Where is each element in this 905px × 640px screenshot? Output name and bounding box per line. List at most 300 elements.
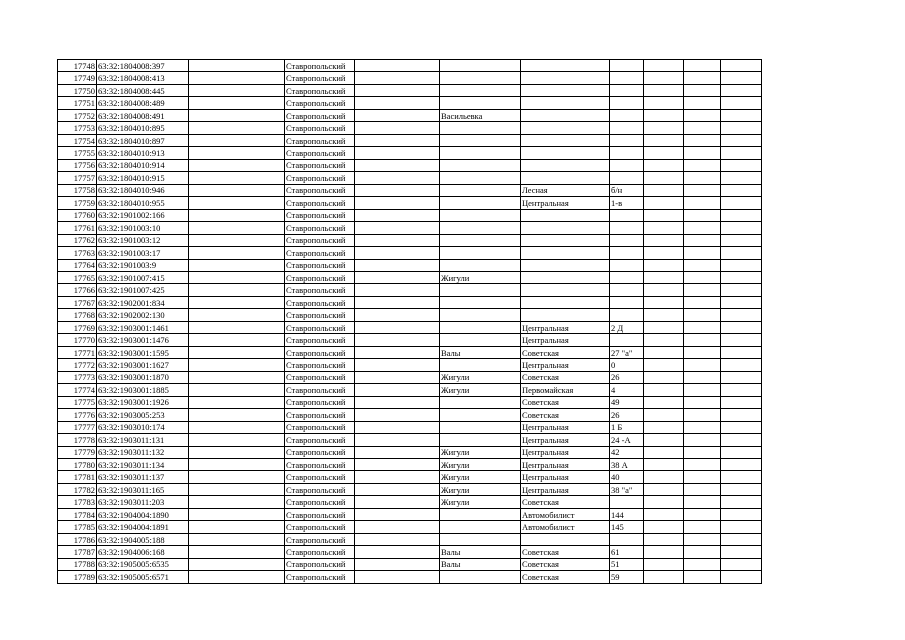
blank-cell: [684, 446, 721, 458]
settlement-cell: Жигули: [440, 459, 521, 471]
house-number-cell: 24 -А: [610, 434, 644, 446]
blank-cell: [684, 309, 721, 321]
blank-cell: [721, 508, 762, 520]
cadastral-number-cell: 63:32:1901003:10: [97, 222, 189, 234]
blank-cell: [721, 496, 762, 508]
blank-cell: [684, 259, 721, 271]
row-number-cell: 17763: [58, 247, 97, 259]
blank-cell: [721, 421, 762, 433]
table-row: [58, 296, 762, 308]
settlement-cell: [440, 172, 521, 184]
house-number-cell: [610, 284, 644, 296]
street-cell: Центральная: [521, 334, 610, 346]
table-row: [58, 533, 762, 545]
blank-cell: [189, 309, 285, 321]
district-cell: Ставропольский: [285, 571, 355, 583]
blank-cell: [684, 84, 721, 96]
cadastral-number-cell: 63:32:1804010:913: [97, 147, 189, 159]
settlement-cell: [440, 259, 521, 271]
blank-cell: [355, 84, 440, 96]
row-number-cell: 17748: [58, 60, 97, 72]
blank-cell: [721, 122, 762, 134]
district-cell: Ставропольский: [285, 434, 355, 446]
row-number-cell: 17755: [58, 147, 97, 159]
district-cell: Ставропольский: [285, 446, 355, 458]
row-number-cell: 17786: [58, 533, 97, 545]
house-number-cell: б/н: [610, 184, 644, 196]
blank-cell: [684, 122, 721, 134]
blank-cell: [189, 346, 285, 358]
blank-cell: [355, 346, 440, 358]
cadastral-number-cell: 63:32:1904004:1890: [97, 508, 189, 520]
blank-cell: [721, 409, 762, 421]
row-number-cell: 17767: [58, 296, 97, 308]
row-number-cell: 17783: [58, 496, 97, 508]
district-cell: Ставропольский: [285, 134, 355, 146]
street-cell: Центральная: [521, 359, 610, 371]
blank-cell: [644, 571, 684, 583]
blank-cell: [644, 60, 684, 72]
table-row: [58, 446, 762, 458]
blank-cell: [644, 284, 684, 296]
settlement-cell: [440, 122, 521, 134]
cadastral-number-cell: 63:32:1902001:834: [97, 296, 189, 308]
blank-cell: [355, 234, 440, 246]
blank-cell: [355, 496, 440, 508]
district-cell: Ставропольский: [285, 72, 355, 84]
street-cell: [521, 284, 610, 296]
blank-cell: [721, 309, 762, 321]
row-number-cell: 17772: [58, 359, 97, 371]
district-cell: Ставропольский: [285, 109, 355, 121]
blank-cell: [189, 571, 285, 583]
row-number-cell: 17764: [58, 259, 97, 271]
house-number-cell: [610, 334, 644, 346]
row-number-cell: 17773: [58, 371, 97, 383]
district-cell: Ставропольский: [285, 409, 355, 421]
district-cell: Ставропольский: [285, 321, 355, 333]
table-row: [58, 334, 762, 346]
district-cell: Ставропольский: [285, 122, 355, 134]
blank-cell: [684, 197, 721, 209]
street-cell: Автомобилист: [521, 521, 610, 533]
table-row: [58, 72, 762, 84]
blank-cell: [684, 371, 721, 383]
blank-cell: [644, 459, 684, 471]
table-row: [58, 184, 762, 196]
house-number-cell: 40: [610, 471, 644, 483]
blank-cell: [644, 259, 684, 271]
blank-cell: [721, 334, 762, 346]
house-number-cell: [610, 247, 644, 259]
settlement-cell: [440, 184, 521, 196]
blank-cell: [721, 184, 762, 196]
settlement-cell: [440, 72, 521, 84]
street-cell: [521, 209, 610, 221]
blank-cell: [355, 446, 440, 458]
cadastral-number-cell: 63:32:1804008:491: [97, 109, 189, 121]
blank-cell: [189, 384, 285, 396]
blank-cell: [721, 159, 762, 171]
blank-cell: [644, 72, 684, 84]
house-number-cell: [610, 496, 644, 508]
blank-cell: [644, 159, 684, 171]
cadastral-number-cell: 63:32:1804010:946: [97, 184, 189, 196]
blank-cell: [721, 109, 762, 121]
district-cell: Ставропольский: [285, 483, 355, 495]
blank-cell: [684, 359, 721, 371]
table-row: [58, 222, 762, 234]
blank-cell: [684, 184, 721, 196]
house-number-cell: 145: [610, 521, 644, 533]
street-cell: Центральная: [521, 459, 610, 471]
cadastral-number-cell: 63:32:1804008:489: [97, 97, 189, 109]
blank-cell: [684, 271, 721, 283]
blank-cell: [721, 60, 762, 72]
street-cell: Центральная: [521, 434, 610, 446]
row-number-cell: 17760: [58, 209, 97, 221]
blank-cell: [189, 421, 285, 433]
house-number-cell: [610, 60, 644, 72]
blank-cell: [644, 122, 684, 134]
blank-cell: [189, 271, 285, 283]
district-cell: Ставропольский: [285, 97, 355, 109]
blank-cell: [355, 483, 440, 495]
blank-cell: [644, 371, 684, 383]
house-number-cell: [610, 122, 644, 134]
table-row: [58, 109, 762, 121]
street-cell: [521, 296, 610, 308]
table-row: [58, 147, 762, 159]
row-number-cell: 17789: [58, 571, 97, 583]
house-number-cell: 42: [610, 446, 644, 458]
blank-cell: [355, 334, 440, 346]
blank-cell: [355, 72, 440, 84]
district-cell: Ставропольский: [285, 197, 355, 209]
row-number-cell: 17751: [58, 97, 97, 109]
blank-cell: [355, 172, 440, 184]
street-cell: [521, 234, 610, 246]
cadastral-number-cell: 63:32:1903011:137: [97, 471, 189, 483]
settlement-cell: [440, 284, 521, 296]
blank-cell: [721, 209, 762, 221]
blank-cell: [355, 209, 440, 221]
blank-cell: [355, 533, 440, 545]
blank-cell: [189, 147, 285, 159]
cadastral-number-cell: 63:32:1904006:168: [97, 546, 189, 558]
district-cell: Ставропольский: [285, 471, 355, 483]
row-number-cell: 17768: [58, 309, 97, 321]
settlement-cell: [440, 134, 521, 146]
blank-cell: [684, 558, 721, 570]
street-cell: [521, 159, 610, 171]
district-cell: Ставропольский: [285, 496, 355, 508]
blank-cell: [684, 483, 721, 495]
street-cell: Советская: [521, 346, 610, 358]
blank-cell: [721, 483, 762, 495]
blank-cell: [189, 334, 285, 346]
table-row: [58, 234, 762, 246]
row-number-cell: 17769: [58, 321, 97, 333]
blank-cell: [644, 184, 684, 196]
row-number-cell: 17780: [58, 459, 97, 471]
table-row: [58, 483, 762, 495]
blank-cell: [721, 321, 762, 333]
district-cell: Ставропольский: [285, 459, 355, 471]
house-number-cell: [610, 159, 644, 171]
house-number-cell: 4: [610, 384, 644, 396]
table-row: [58, 259, 762, 271]
table-body: [58, 60, 762, 584]
blank-cell: [189, 247, 285, 259]
district-cell: Ставропольский: [285, 521, 355, 533]
blank-cell: [189, 84, 285, 96]
blank-cell: [644, 384, 684, 396]
blank-cell: [189, 321, 285, 333]
cadastral-number-cell: 63:32:1901003:17: [97, 247, 189, 259]
blank-cell: [355, 184, 440, 196]
cadastral-number-cell: 63:32:1804010:897: [97, 134, 189, 146]
district-cell: Ставропольский: [285, 222, 355, 234]
settlement-cell: Жигули: [440, 471, 521, 483]
row-number-cell: 17784: [58, 508, 97, 520]
district-cell: Ставропольский: [285, 209, 355, 221]
cadastral-number-cell: 63:32:1903011:134: [97, 459, 189, 471]
blank-cell: [721, 147, 762, 159]
cadastral-number-cell: 63:32:1804008:413: [97, 72, 189, 84]
row-number-cell: 17776: [58, 409, 97, 421]
table-row: [58, 122, 762, 134]
district-cell: Ставропольский: [285, 172, 355, 184]
street-cell: [521, 84, 610, 96]
cadastral-number-cell: 63:32:1804008:445: [97, 84, 189, 96]
blank-cell: [189, 496, 285, 508]
settlement-cell: [440, 222, 521, 234]
street-cell: [521, 247, 610, 259]
blank-cell: [644, 396, 684, 408]
table-row: [58, 508, 762, 520]
settlement-cell: [440, 533, 521, 545]
table-row: [58, 271, 762, 283]
house-number-cell: [610, 147, 644, 159]
table-row: [58, 409, 762, 421]
row-number-cell: 17758: [58, 184, 97, 196]
district-cell: Ставропольский: [285, 421, 355, 433]
district-cell: Ставропольский: [285, 296, 355, 308]
cadastral-number-cell: 63:32:1903001:1476: [97, 334, 189, 346]
house-number-cell: 38 "а": [610, 483, 644, 495]
blank-cell: [684, 421, 721, 433]
blank-cell: [189, 172, 285, 184]
table-row: [58, 197, 762, 209]
cadastral-number-cell: 63:32:1903005:253: [97, 409, 189, 421]
blank-cell: [189, 284, 285, 296]
settlement-cell: [440, 409, 521, 421]
blank-cell: [355, 359, 440, 371]
blank-cell: [721, 459, 762, 471]
blank-cell: [189, 60, 285, 72]
blank-cell: [189, 209, 285, 221]
district-cell: Ставропольский: [285, 396, 355, 408]
blank-cell: [644, 172, 684, 184]
blank-cell: [355, 384, 440, 396]
cadastral-number-cell: 63:32:1903001:1870: [97, 371, 189, 383]
street-cell: Советская: [521, 546, 610, 558]
table-row: [58, 558, 762, 570]
street-cell: Центральная: [521, 321, 610, 333]
blank-cell: [721, 72, 762, 84]
blank-cell: [721, 97, 762, 109]
row-number-cell: 17775: [58, 396, 97, 408]
settlement-cell: Валы: [440, 558, 521, 570]
blank-cell: [644, 483, 684, 495]
blank-cell: [721, 533, 762, 545]
blank-cell: [644, 296, 684, 308]
cadastral-number-cell: 63:32:1804010:955: [97, 197, 189, 209]
blank-cell: [644, 109, 684, 121]
house-number-cell: 59: [610, 571, 644, 583]
settlement-cell: [440, 147, 521, 159]
blank-cell: [189, 134, 285, 146]
blank-cell: [189, 371, 285, 383]
house-number-cell: 61: [610, 546, 644, 558]
blank-cell: [684, 496, 721, 508]
blank-cell: [721, 446, 762, 458]
blank-cell: [684, 296, 721, 308]
blank-cell: [684, 459, 721, 471]
blank-cell: [644, 197, 684, 209]
district-cell: Ставропольский: [285, 259, 355, 271]
table-row: [58, 396, 762, 408]
blank-cell: [189, 508, 285, 520]
street-cell: Лесная: [521, 184, 610, 196]
house-number-cell: 26: [610, 371, 644, 383]
row-number-cell: 17782: [58, 483, 97, 495]
blank-cell: [189, 97, 285, 109]
blank-cell: [644, 234, 684, 246]
blank-cell: [644, 222, 684, 234]
blank-cell: [355, 521, 440, 533]
settlement-cell: Валы: [440, 346, 521, 358]
blank-cell: [189, 459, 285, 471]
blank-cell: [684, 147, 721, 159]
blank-cell: [189, 184, 285, 196]
street-cell: Советская: [521, 409, 610, 421]
district-cell: Ставропольский: [285, 508, 355, 520]
blank-cell: [684, 409, 721, 421]
blank-cell: [684, 222, 721, 234]
street-cell: Советская: [521, 371, 610, 383]
cadastral-number-cell: 63:32:1901003:9: [97, 259, 189, 271]
blank-cell: [189, 396, 285, 408]
blank-cell: [189, 471, 285, 483]
house-number-cell: [610, 134, 644, 146]
cadastral-number-cell: 63:32:1902002:130: [97, 309, 189, 321]
district-cell: Ставропольский: [285, 159, 355, 171]
street-cell: Центральная: [521, 471, 610, 483]
blank-cell: [721, 396, 762, 408]
street-cell: [521, 134, 610, 146]
street-cell: [521, 533, 610, 545]
cadastral-number-cell: 63:32:1904005:188: [97, 533, 189, 545]
house-number-cell: 51: [610, 558, 644, 570]
blank-cell: [684, 172, 721, 184]
table-row: [58, 321, 762, 333]
blank-cell: [355, 159, 440, 171]
blank-cell: [721, 296, 762, 308]
blank-cell: [684, 109, 721, 121]
blank-cell: [721, 359, 762, 371]
cadastral-number-cell: 63:32:1901007:425: [97, 284, 189, 296]
settlement-cell: Жигули: [440, 371, 521, 383]
district-cell: Ставропольский: [285, 147, 355, 159]
settlement-cell: [440, 60, 521, 72]
blank-cell: [644, 546, 684, 558]
cadastral-number-cell: 63:32:1903011:203: [97, 496, 189, 508]
table-row: [58, 471, 762, 483]
blank-cell: [644, 508, 684, 520]
district-cell: Ставропольский: [285, 346, 355, 358]
street-cell: Советская: [521, 571, 610, 583]
blank-cell: [721, 84, 762, 96]
blank-cell: [189, 409, 285, 421]
cadastral-number-cell: 63:32:1903001:1595: [97, 346, 189, 358]
blank-cell: [684, 521, 721, 533]
blank-cell: [355, 109, 440, 121]
house-number-cell: [610, 109, 644, 121]
blank-cell: [721, 134, 762, 146]
cadastral-number-cell: 63:32:1904004:1891: [97, 521, 189, 533]
street-cell: Советская: [521, 558, 610, 570]
table-row: [58, 346, 762, 358]
cadastral-number-cell: 63:32:1905005:6535: [97, 558, 189, 570]
blank-cell: [684, 396, 721, 408]
blank-cell: [355, 284, 440, 296]
cadastral-number-cell: 63:32:1804010:895: [97, 122, 189, 134]
house-number-cell: [610, 97, 644, 109]
blank-cell: [684, 533, 721, 545]
blank-cell: [355, 259, 440, 271]
cadastral-number-cell: 63:32:1903001:1885: [97, 384, 189, 396]
settlement-cell: [440, 508, 521, 520]
blank-cell: [684, 134, 721, 146]
table-row: [58, 209, 762, 221]
house-number-cell: [610, 234, 644, 246]
settlement-cell: [440, 571, 521, 583]
table-row: [58, 159, 762, 171]
house-number-cell: [610, 271, 644, 283]
blank-cell: [721, 271, 762, 283]
house-number-cell: 144: [610, 508, 644, 520]
blank-cell: [684, 384, 721, 396]
table-row: [58, 459, 762, 471]
table-row: [58, 172, 762, 184]
blank-cell: [644, 446, 684, 458]
blank-cell: [355, 459, 440, 471]
cadastral-number-cell: 63:32:1903011:131: [97, 434, 189, 446]
blank-cell: [721, 521, 762, 533]
house-number-cell: [610, 309, 644, 321]
settlement-cell: [440, 434, 521, 446]
blank-cell: [355, 396, 440, 408]
district-cell: Ставропольский: [285, 271, 355, 283]
row-number-cell: 17771: [58, 346, 97, 358]
table-row: [58, 421, 762, 433]
blank-cell: [721, 222, 762, 234]
blank-cell: [355, 222, 440, 234]
district-cell: Ставропольский: [285, 334, 355, 346]
district-cell: Ставропольский: [285, 558, 355, 570]
